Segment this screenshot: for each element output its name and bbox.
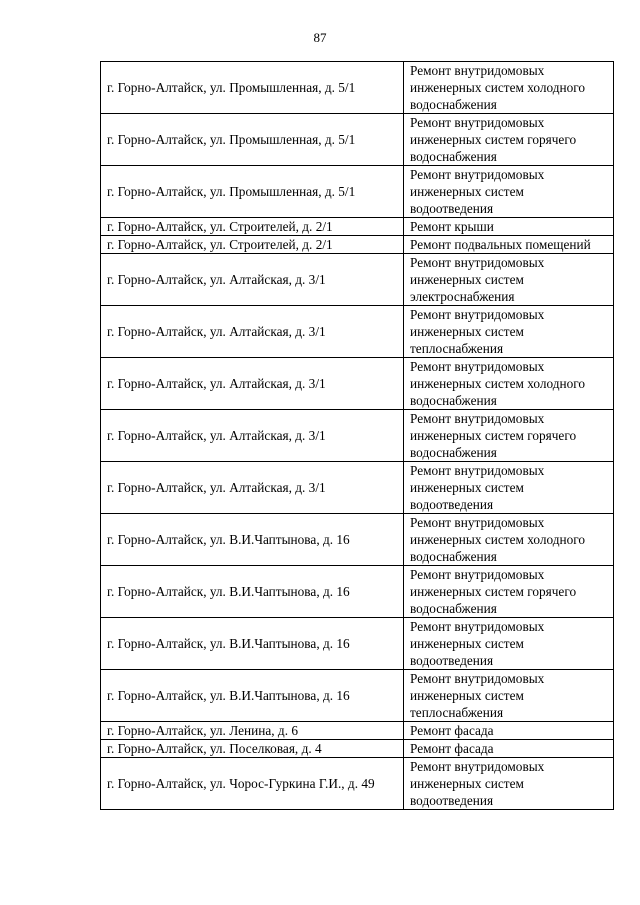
table-row bbox=[101, 410, 614, 462]
table-row bbox=[101, 254, 614, 306]
address-cell: г. Горно-Алтайск, ул. Поселковая, д. 4 bbox=[101, 740, 404, 758]
address-cell: г. Горно-Алтайск, ул. Алтайская, д. 3/1 bbox=[101, 358, 404, 410]
work-type-cell: Ремонт внутридомовых инженерных систем горячего водоснабжения bbox=[404, 410, 614, 462]
work-type-cell: Ремонт внутридомовых инженерных систем водоотведения bbox=[404, 166, 614, 218]
address-cell: г. Горно-Алтайск, ул. Промышленная, д. 5/1 bbox=[101, 62, 404, 114]
address-cell: г. Горно-Алтайск, ул. В.И.Чаптынова, д. 16 bbox=[101, 514, 404, 566]
work-type-cell: Ремонт внутридомовых инженерных систем водоотведения bbox=[404, 758, 614, 810]
table-row bbox=[101, 618, 614, 670]
address-cell: г. Горно-Алтайск, ул. В.И.Чаптынова, д. 16 bbox=[101, 670, 404, 722]
page-number: 87 bbox=[313, 30, 327, 45]
table-row bbox=[101, 218, 614, 236]
table-row bbox=[101, 236, 614, 254]
table-row bbox=[101, 114, 614, 166]
work-type-cell: Ремонт внутридомовых инженерных систем водоотведения bbox=[404, 618, 614, 670]
address-cell: г. Горно-Алтайск, ул. Алтайская, д. 3/1 bbox=[101, 410, 404, 462]
address-cell: г. Горно-Алтайск, ул. Строителей, д. 2/1 bbox=[101, 236, 404, 254]
work-type-cell: Ремонт внутридомовых инженерных систем горячего водоснабжения bbox=[404, 114, 614, 166]
address-cell: г. Горно-Алтайск, ул. Алтайская, д. 3/1 bbox=[101, 254, 404, 306]
work-type-cell: Ремонт фасада bbox=[404, 740, 614, 758]
repair-table-body bbox=[101, 62, 614, 810]
work-type-cell: Ремонт внутридомовых инженерных систем холодного водоснабжения bbox=[404, 62, 614, 114]
work-type-cell: Ремонт внутридомовых инженерных систем горячего водоснабжения bbox=[404, 566, 614, 618]
table-row bbox=[101, 670, 614, 722]
table-row bbox=[101, 358, 614, 410]
table-row bbox=[101, 166, 614, 218]
address-cell: г. Горно-Алтайск, ул. Чорос-Гуркина Г.И., д. 49 bbox=[101, 758, 404, 810]
address-cell: г. Горно-Алтайск, ул. Ленина, д. 6 bbox=[101, 722, 404, 740]
work-type-cell: Ремонт внутридомовых инженерных систем теплоснабжения bbox=[404, 306, 614, 358]
address-cell: г. Горно-Алтайск, ул. В.И.Чаптынова, д. 16 bbox=[101, 618, 404, 670]
table-row bbox=[101, 566, 614, 618]
work-type-cell: Ремонт внутридомовых инженерных систем холодного водоснабжения bbox=[404, 514, 614, 566]
address-cell: г. Горно-Алтайск, ул. Алтайская, д. 3/1 bbox=[101, 306, 404, 358]
table-row bbox=[101, 62, 614, 114]
work-type-cell: Ремонт внутридомовых инженерных систем теплоснабжения bbox=[404, 670, 614, 722]
table-row bbox=[101, 758, 614, 810]
table-row bbox=[101, 722, 614, 740]
address-cell: г. Горно-Алтайск, ул. Строителей, д. 2/1 bbox=[101, 218, 404, 236]
work-type-cell: Ремонт внутридомовых инженерных систем водоотведения bbox=[404, 462, 614, 514]
work-type-cell: Ремонт подвальных помещений bbox=[404, 236, 614, 254]
work-type-cell: Ремонт внутридомовых инженерных систем холодного водоснабжения bbox=[404, 358, 614, 410]
address-cell: г. Горно-Алтайск, ул. Алтайская, д. 3/1 bbox=[101, 462, 404, 514]
table-row bbox=[101, 306, 614, 358]
address-cell: г. Горно-Алтайск, ул. В.И.Чаптынова, д. 16 bbox=[101, 566, 404, 618]
work-type-cell: Ремонт внутридомовых инженерных систем электроснабжения bbox=[404, 254, 614, 306]
address-cell: г. Горно-Алтайск, ул. Промышленная, д. 5/1 bbox=[101, 166, 404, 218]
work-type-cell: Ремонт фасада bbox=[404, 722, 614, 740]
table-row bbox=[101, 514, 614, 566]
work-type-cell: Ремонт крыши bbox=[404, 218, 614, 236]
table-row bbox=[101, 462, 614, 514]
repair-table bbox=[100, 61, 614, 810]
table-row bbox=[101, 740, 614, 758]
address-cell: г. Горно-Алтайск, ул. Промышленная, д. 5/1 bbox=[101, 114, 404, 166]
